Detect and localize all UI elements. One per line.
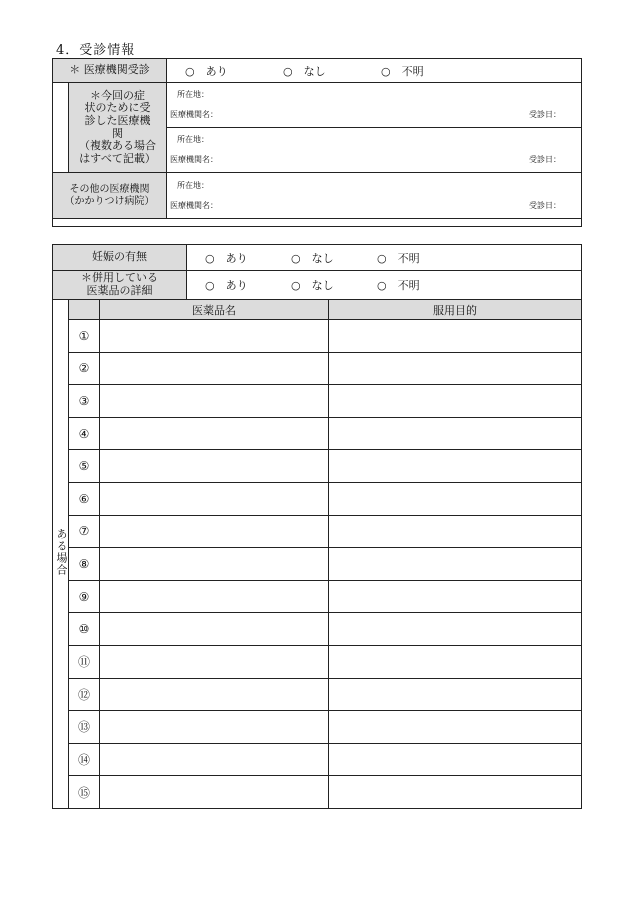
visit-option-yes[interactable]: ○ あり: [185, 64, 228, 78]
medication-row: [53, 482, 582, 515]
medication-row: [53, 385, 582, 418]
drug-name-cell[interactable]: [100, 711, 329, 744]
medication-option-yes[interactable]: ○ あり: [205, 279, 248, 292]
medication-row: [53, 678, 582, 711]
row-number: ⑫: [69, 678, 100, 711]
drug-name-cell[interactable]: [100, 352, 329, 385]
visit-label: ＊ 医療機関受診: [53, 59, 167, 83]
drug-name-cell[interactable]: [100, 385, 329, 418]
medication-row: [53, 548, 582, 581]
pregnancy-option-unknown[interactable]: ○ 不明: [377, 251, 420, 265]
pregnancy-option-yes[interactable]: ○ あり: [205, 251, 248, 265]
purpose-cell[interactable]: [329, 711, 582, 744]
current-visit-label-line: 診した医療機: [84, 113, 151, 127]
row-number: ⑨: [69, 580, 100, 613]
medication-row: [53, 711, 582, 744]
facility-entry-1[interactable]: [167, 83, 582, 128]
drug-name-cell[interactable]: [100, 743, 329, 776]
purpose-cell[interactable]: [329, 450, 582, 483]
purpose-cell[interactable]: [329, 645, 582, 678]
medication-row: [53, 580, 582, 613]
purpose-cell[interactable]: [329, 417, 582, 450]
pregnancy-options: [187, 245, 582, 271]
row-number: ②: [69, 352, 100, 385]
purpose-cell[interactable]: [329, 743, 582, 776]
drug-name-cell[interactable]: [100, 417, 329, 450]
facility-name-label: 医療機関名：: [170, 110, 218, 119]
purpose-cell[interactable]: [329, 515, 582, 548]
purpose-cell[interactable]: [329, 352, 582, 385]
medication-row: [53, 352, 582, 385]
purpose-header: 服用目的: [329, 300, 582, 320]
facility-name-label: 医療機関名：: [170, 200, 218, 210]
other-facility-label-line: （かかりつけ病院）: [64, 195, 155, 207]
visit-option-unknown[interactable]: ○ 不明: [381, 64, 424, 78]
drug-name-cell[interactable]: [100, 645, 329, 678]
purpose-cell[interactable]: [329, 613, 582, 646]
current-visit-label-line: 関: [112, 126, 123, 140]
medication-row: [53, 450, 582, 483]
row-number: ⑧: [69, 548, 100, 581]
drug-name-cell[interactable]: [100, 450, 329, 483]
section-title: 4．受診情報: [56, 43, 136, 58]
purpose-cell[interactable]: [329, 580, 582, 613]
purpose-cell[interactable]: [329, 548, 582, 581]
current-visit-label: [69, 83, 167, 173]
visit-indent: [53, 83, 69, 173]
purpose-cell[interactable]: [329, 482, 582, 515]
drug-name-cell[interactable]: [100, 548, 329, 581]
visit-date-label: 受診日：: [529, 200, 561, 210]
pregnancy-option-no[interactable]: ○ なし: [291, 251, 334, 265]
row-number: ⑭: [69, 743, 100, 776]
medication-row: [53, 417, 582, 450]
row-number: ③: [69, 385, 100, 418]
concomitant-medication-label: [53, 271, 187, 300]
pregnancy-label: 妊娠の有無: [53, 245, 187, 271]
visit-spacer-row: [53, 219, 582, 227]
row-number: ④: [69, 417, 100, 450]
visit-date-label: 受診日：: [529, 155, 561, 164]
medication-options: [187, 271, 582, 300]
row-number: ⑪: [69, 645, 100, 678]
medication-row: [53, 320, 582, 353]
drug-name-cell[interactable]: [100, 613, 329, 646]
drug-name-cell[interactable]: [100, 320, 329, 353]
current-visit-label-line: （複数ある場合: [79, 139, 156, 153]
drug-name-cell[interactable]: [100, 482, 329, 515]
medication-table: [52, 244, 582, 809]
row-number: ⑬: [69, 711, 100, 744]
purpose-cell[interactable]: [329, 385, 582, 418]
medication-option-unknown[interactable]: ○ 不明: [377, 279, 420, 292]
concomitant-medication-label-line: 医薬品の詳細: [86, 284, 153, 297]
medication-row: [53, 613, 582, 646]
drug-name-cell[interactable]: [100, 580, 329, 613]
visit-table: [52, 58, 582, 227]
row-number: ⑮: [69, 776, 100, 809]
row-number: ⑦: [69, 515, 100, 548]
purpose-cell[interactable]: [329, 320, 582, 353]
if-yes-side-text: ある場合: [55, 527, 68, 576]
drug-name-cell[interactable]: [100, 678, 329, 711]
medication-row: [53, 645, 582, 678]
drug-name-cell[interactable]: [100, 776, 329, 809]
address-label: 所在地：: [177, 180, 209, 190]
medication-row: [53, 743, 582, 776]
row-number: ⑤: [69, 450, 100, 483]
visit-options: [167, 59, 582, 83]
medication-option-no[interactable]: ○ なし: [291, 279, 334, 292]
current-visit-label-line: ＊今回の症: [90, 88, 145, 102]
row-number: ⑩: [69, 613, 100, 646]
row-number: ⑥: [69, 482, 100, 515]
drug-name-header: 医薬品名: [100, 300, 329, 320]
visit-date-label: 受診日：: [529, 110, 561, 119]
drug-name-cell[interactable]: [100, 515, 329, 548]
facility-entry-2[interactable]: [167, 128, 582, 173]
facility-name-label: 医療機関名：: [170, 155, 218, 164]
current-visit-label-line: 状のために受: [84, 101, 151, 115]
purpose-cell[interactable]: [329, 776, 582, 809]
purpose-cell[interactable]: [329, 678, 582, 711]
if-yes-side-label: [53, 300, 69, 809]
number-header: [69, 300, 100, 320]
address-label: 所在地：: [177, 135, 209, 144]
other-facility-label-line: その他の医療機関: [69, 184, 150, 195]
current-visit-label-line: はすべて記載）: [79, 151, 156, 165]
medication-row: [53, 515, 582, 548]
row-number: ①: [69, 320, 100, 353]
address-label: 所在地：: [177, 90, 209, 99]
concomitant-medication-label-line: ＊併用している: [81, 271, 159, 285]
other-facility-entry[interactable]: [167, 173, 582, 219]
visit-option-no[interactable]: ○ なし: [283, 64, 326, 78]
medication-row: [53, 776, 582, 809]
other-facility-label: [53, 173, 167, 219]
